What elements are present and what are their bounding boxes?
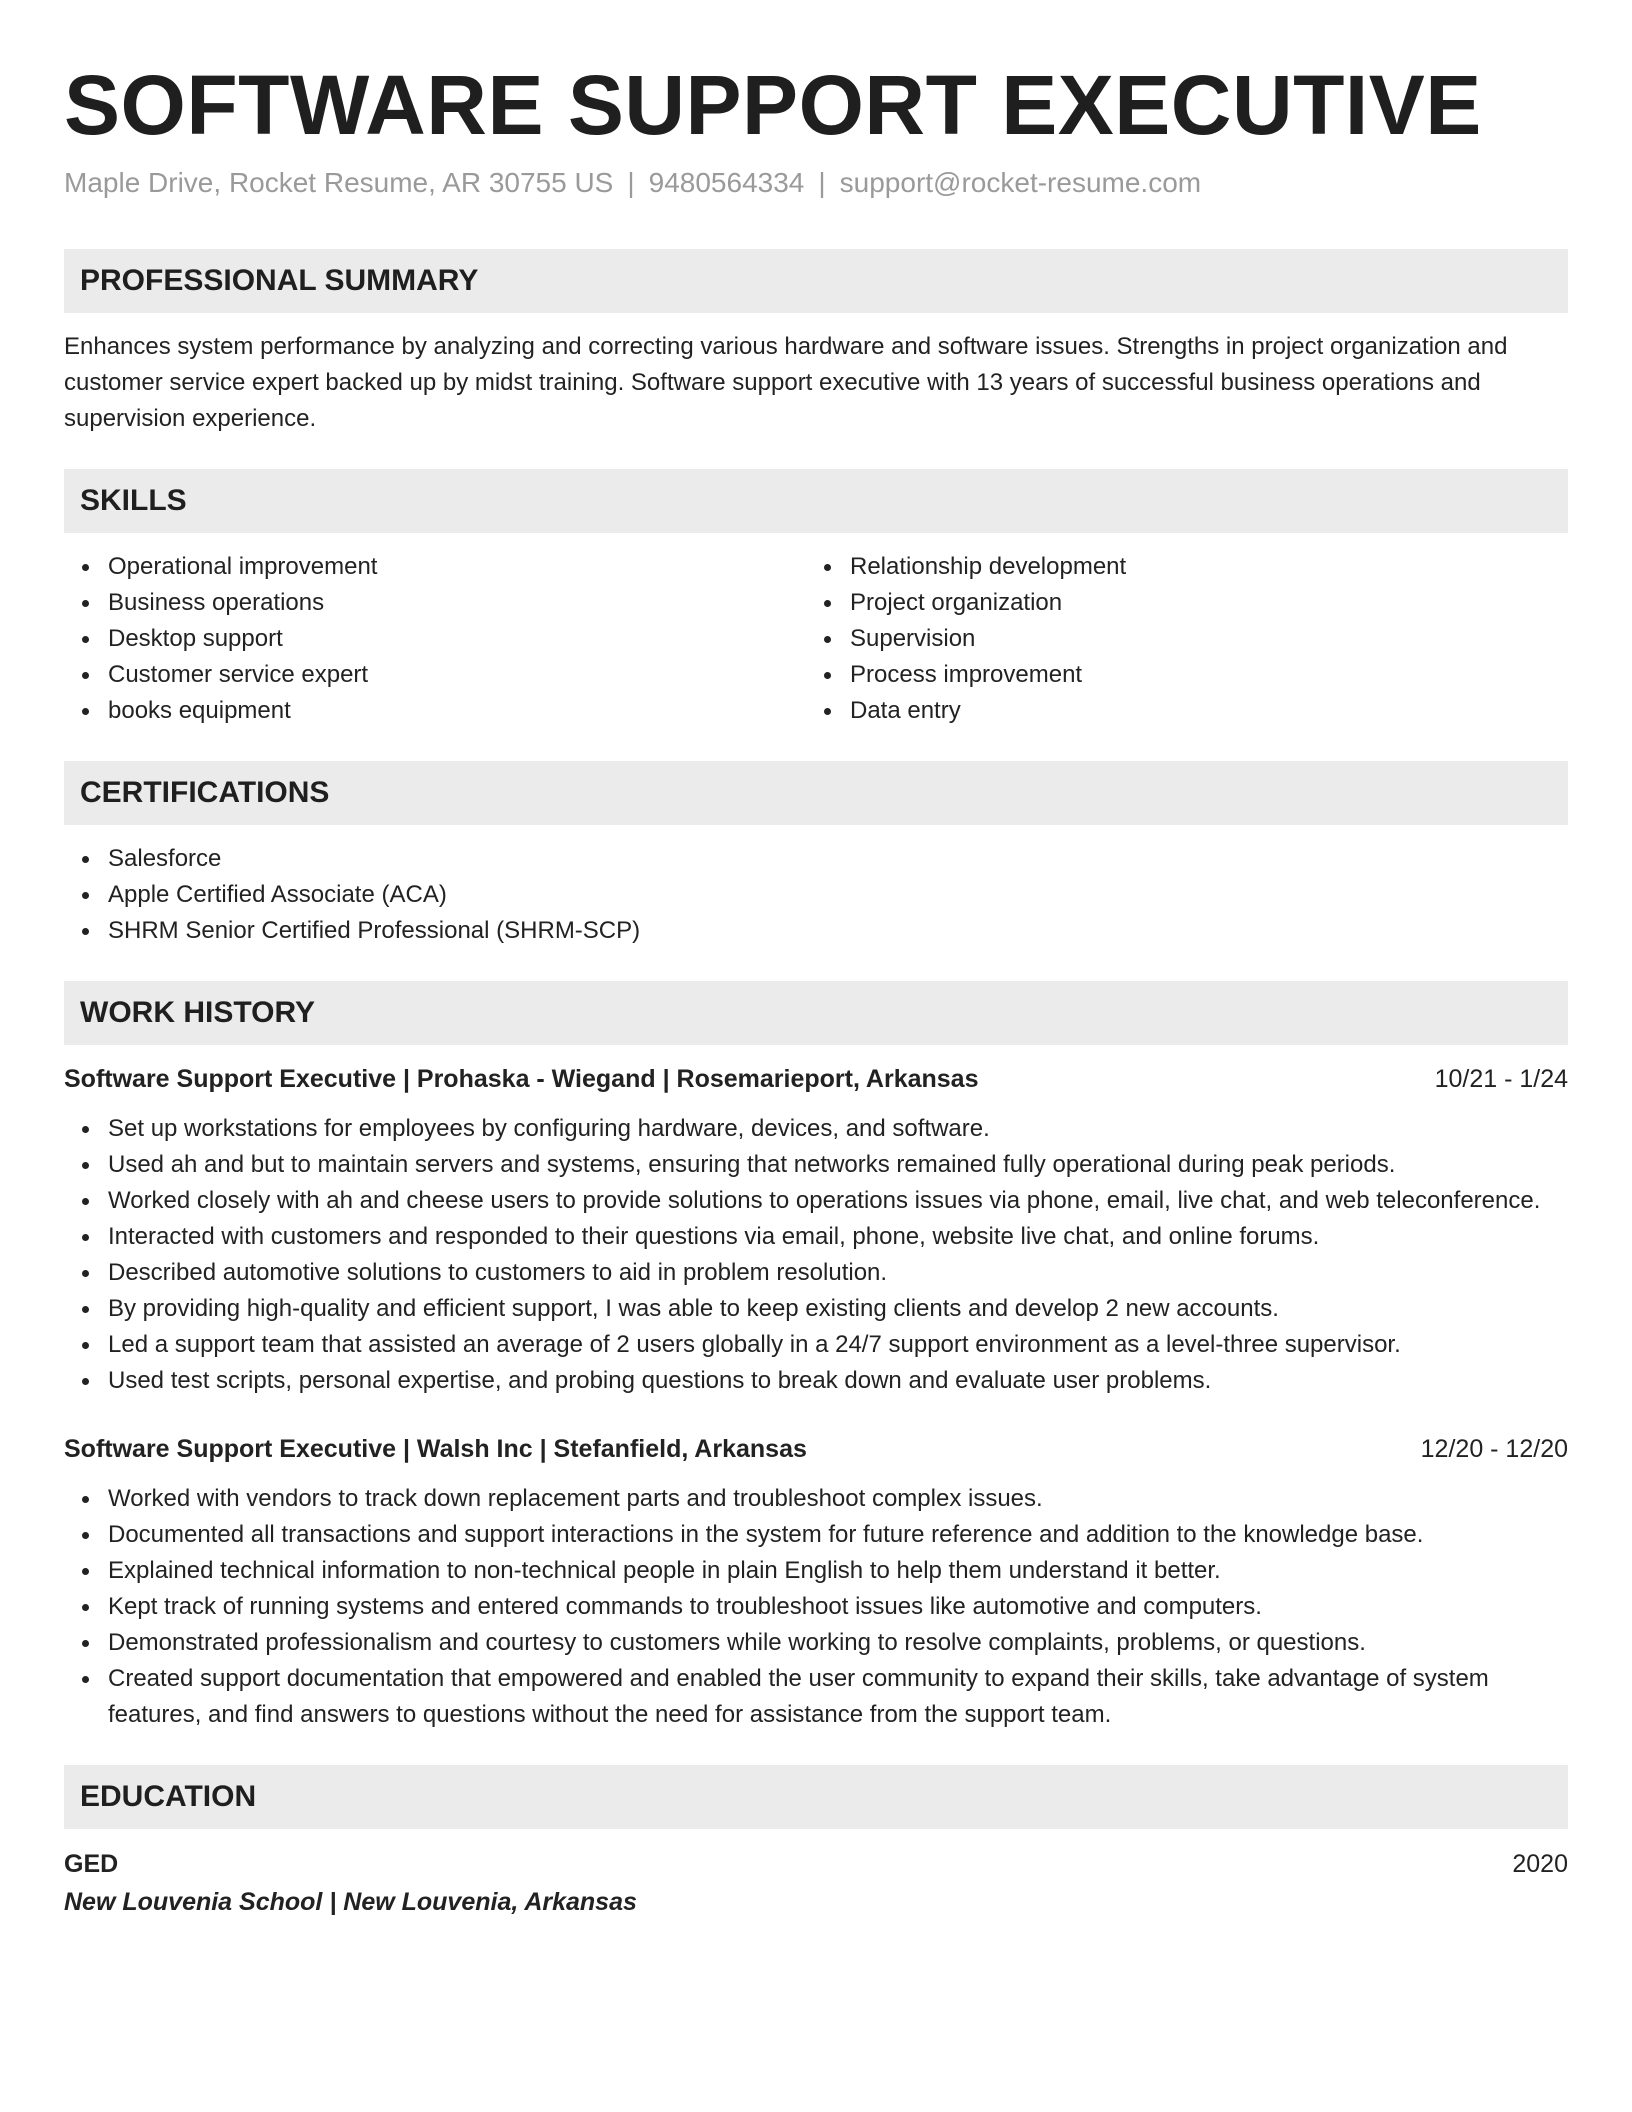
- education-degree: GED: [64, 1850, 119, 1878]
- job-title: Software Support Executive | Walsh Inc | Stefanfield, Arkansas: [64, 1435, 807, 1463]
- skill-item: Customer service expert: [108, 657, 806, 693]
- resume-page: [64, 55, 1568, 1921]
- skill-item: Supervision: [850, 621, 1548, 657]
- certifications-list: [64, 841, 1568, 949]
- education-year: 2020: [1512, 1850, 1568, 1878]
- job-title: Software Support Executive | Prohaska - Wiegand | Rosemarieport, Arkansas: [64, 1065, 979, 1093]
- skill-item: Relationship development: [850, 549, 1548, 585]
- job-header: [64, 1431, 1568, 1467]
- contact-address: Maple Drive, Rocket Resume, AR 30755 US: [64, 167, 614, 198]
- skill-item: Business operations: [108, 585, 806, 621]
- job-bullet: Worked closely with ah and cheese users to provide solutions to operations issues via phone, email, live chat, and web teleconference.: [108, 1183, 1568, 1219]
- section-heading-certifications: CERTIFICATIONS: [64, 761, 1568, 825]
- job-bullet: Used test scripts, personal expertise, and probing questions to break down and evaluate user problems.: [108, 1363, 1568, 1399]
- section-heading-education: EDUCATION: [64, 1765, 1568, 1829]
- job-header: [64, 1061, 1568, 1097]
- skills-list-right: [806, 549, 1548, 729]
- job-bullet: Interacted with customers and responded to their questions via email, phone, website live chat, and online forums.: [108, 1219, 1568, 1255]
- job-bullet: Worked with vendors to track down replacement parts and troubleshoot complex issues.: [108, 1481, 1568, 1517]
- summary-text: Enhances system performance by analyzing and correcting various hardware and software issues. Strengths in project organization and customer service expert backed up by midst training. Software support executive with 13 years of successful business operations and supervision experience.: [64, 333, 1508, 432]
- job-bullet: Documented all transactions and support interactions in the system for future reference and addition to the knowledge base.: [108, 1517, 1568, 1553]
- certification-item: Salesforce: [108, 841, 1568, 877]
- skills-columns: [64, 549, 1568, 729]
- skill-item: Desktop support: [108, 621, 806, 657]
- certification-item: Apple Certified Associate (ACA): [108, 877, 1568, 913]
- job-bullets: [64, 1481, 1568, 1733]
- skill-item: Data entry: [850, 693, 1548, 729]
- job-bullet: Explained technical information to non-technical people in plain English to help them understand it better.: [108, 1553, 1568, 1589]
- skills-list-left: [64, 549, 806, 729]
- contact-email: support@rocket-resume.com: [839, 167, 1202, 198]
- job-bullets: [64, 1111, 1568, 1399]
- education-row: [64, 1845, 1568, 1883]
- section-heading-skills: SKILLS: [64, 469, 1568, 533]
- skill-item: Project organization: [850, 585, 1548, 621]
- contact-separator: |: [818, 167, 826, 198]
- education-school: New Louvenia School | New Louvenia, Arkansas: [64, 1888, 637, 1916]
- contact-phone: 9480564334: [648, 167, 805, 198]
- job-bullet: Demonstrated professionalism and courtesy to customers while working to resolve complaints, problems, or questions.: [108, 1625, 1568, 1661]
- job-dates: 12/20 - 12/20: [1420, 1435, 1568, 1463]
- job-bullet: By providing high-quality and efficient support, I was able to keep existing clients and develop 2 new accounts.: [108, 1291, 1568, 1327]
- skill-item: books equipment: [108, 693, 806, 729]
- job-bullet: Set up workstations for employees by configuring hardware, devices, and software.: [108, 1111, 1568, 1147]
- job-bullet: Used ah and but to maintain servers and systems, ensuring that networks remained fully operational during peak periods.: [108, 1147, 1568, 1183]
- job-entry: [64, 1431, 1568, 1733]
- job-bullet: Described automotive solutions to customers to aid in problem resolution.: [108, 1255, 1568, 1291]
- job-bullet: Created support documentation that empowered and enabled the user community to expand their skills, take advantage of system features, and find answers to questions without the need for assistance from the support team.: [108, 1661, 1568, 1733]
- job-bullet: Led a support team that assisted an average of 2 users globally in a 24/7 support environment as a level-three supervisor.: [108, 1327, 1568, 1363]
- skill-item: Operational improvement: [108, 549, 806, 585]
- contact-separator: |: [627, 167, 635, 198]
- job-bullet: Kept track of running systems and entered commands to troubleshoot issues like automotive and computers.: [108, 1589, 1568, 1625]
- skill-item: Process improvement: [850, 657, 1548, 693]
- candidate-name: SOFTWARE SUPPORT EXECUTIVE: [64, 58, 1482, 152]
- certification-item: SHRM Senior Certified Professional (SHRM-SCP): [108, 913, 1568, 949]
- section-heading-work-history: WORK HISTORY: [64, 981, 1568, 1045]
- section-heading-summary: PROFESSIONAL SUMMARY: [64, 249, 1568, 313]
- job-entry: [64, 1061, 1568, 1399]
- contact-line: [64, 163, 1568, 203]
- job-dates: 10/21 - 1/24: [1434, 1065, 1568, 1093]
